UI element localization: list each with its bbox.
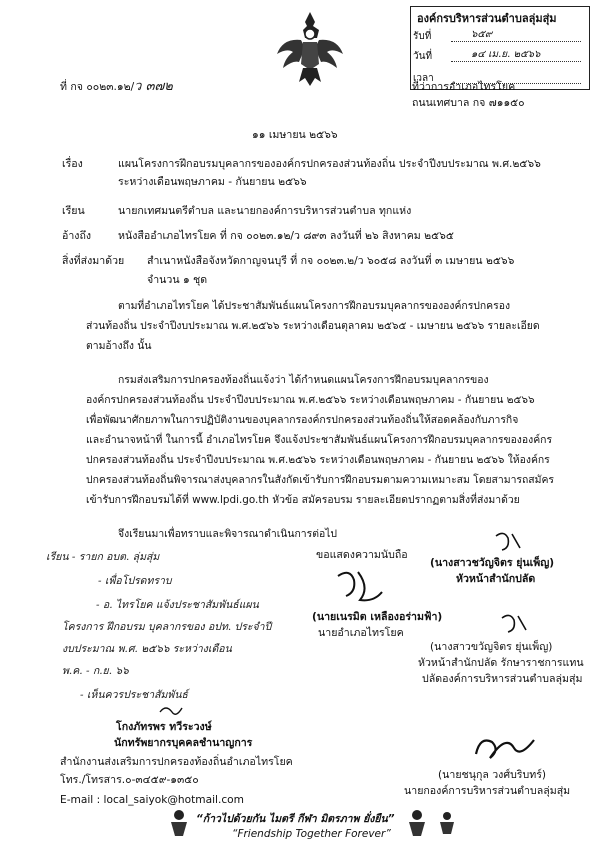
- body-p2-line: และอำนาจหน้าที่ ในการนี้ อำเภอไทรโยค จึงแจ้งประชาสัมพันธ์แผนโครงการฝึกอบรมบุคลากรขององค์กร: [86, 434, 553, 446]
- body-p1-line: ส่วนท้องถิ่น ประจำปีงบประมาณ พ.ศ.๒๕๖๖ ระหว่างเดือนตุลาคม ๒๕๖๕ - เมษายน ๒๕๖๖ รายละเอียด: [86, 320, 540, 332]
- signer-2-title: หัวหน้าสำนักปลัด: [456, 573, 536, 585]
- handwritten-note-line: - เพื่อโปรดทราบ: [98, 575, 172, 587]
- signer-1-name: (นายเนรมิต เหลืองอร่ามฟ้า): [312, 611, 443, 623]
- document-date: ๑๑ เมษายน ๒๕๖๖: [252, 129, 338, 141]
- footer-slogan-english: “Friendship Together Forever”: [232, 828, 391, 840]
- handwritten-note-line: เรียน - รายก อบต. ลุ่มสุ่ม: [46, 551, 160, 563]
- sport-mascot-icon: [166, 808, 192, 842]
- handwritten-note-line: โครงการ ฝึกอบรม บุคลากรของ อปท. ประจำปี: [62, 621, 272, 633]
- sport-mascot-icon: [404, 808, 430, 842]
- footer-office: สำนักงานส่งเสริมการปกครองท้องถิ่นอำเภอไทรโยค: [60, 756, 293, 768]
- footer-phone: โทร./โทรสาร.๐-๓๔๕๙-๑๓๕๐: [60, 774, 199, 786]
- signer-4-name: (นายชนุกุล วงศ์บริบทร์): [438, 769, 547, 781]
- body-p2-line: เข้ารับการฝึกอบรมได้ที่ www.lpdi.go.th หัวข้อ สมัครอบรม รายละเอียดปรากฏตามสิ่งที่ส่งมาด้วย: [86, 494, 520, 506]
- body-p1-line: ตามที่อำเภอไทรโยค ได้ประชาสัมพันธ์แผนโครงการฝึกอบรมบุคลากรขององค์กรปกครอง: [118, 300, 511, 312]
- signer-5-title: นักทรัพยากรบุคคลชำนาญการ: [114, 737, 253, 749]
- body-p2-line: เพื่อพัฒนาศักยภาพในการปฏิบัติงานของบุคลากรองค์กรปกครองส่วนท้องถิ่นให้สอดคล้องกับภารกิจ: [86, 414, 519, 426]
- enclosure-text: สำเนาหนังสือจังหวัดกาญจนบุรี ที่ กจ ๐๐๒๓.๒/ว ๖๐๕๘ ลงวันที่ ๓ เมษายน ๒๕๖๖: [147, 255, 515, 267]
- signer-1-title: นายอำเภอไทรโยค: [318, 627, 404, 639]
- document-number: [60, 80, 173, 94]
- sport-mascot-icon: [436, 810, 458, 840]
- signature-scribble-icon: [330, 562, 390, 614]
- signer-4-title: นายกองค์การบริหารส่วนตำบลลุ่มสุ่ม: [404, 785, 571, 797]
- signer-3-title-1: หัวหน้าสำนักปลัด รักษาราชการแทน: [418, 657, 584, 669]
- body-p2-line: องค์กรปกครองส่วนท้องถิ่น ประจำปีงบประมาณ พ.ศ.๒๕๖๖ ระหว่างเดือนพฤษภาคม - กันยายน ๒๕๖๖: [86, 394, 535, 406]
- receiving-stamp: [410, 6, 590, 90]
- subject-line-2: ระหว่างเดือนพฤษภาคม - กันยายน ๒๕๖๖: [118, 176, 307, 188]
- signature-scribble-icon: [496, 610, 532, 642]
- respect-line: ขอแสดงความนับถือ: [316, 549, 408, 561]
- signature-scribble-icon: [470, 730, 540, 770]
- office-address-line-1: ที่ว่าการอำเภอไทรโยค: [412, 81, 516, 93]
- signer-3-name: (นางสาวขวัญจิตร ยุ่นเพ็ญ): [430, 641, 553, 653]
- handwritten-note-line: งบประมาณ พ.ศ. ๒๕๖๖ ระหว่างเดือน: [62, 643, 232, 655]
- handwritten-note-line: พ.ค. - ก.ย. ๖๖: [62, 665, 129, 677]
- closing-line: จึงเรียนมาเพื่อทราบและพิจารณาดำเนินการต่อไป: [118, 528, 337, 540]
- stamp-title: องค์กรบริหารส่วนตำบลลุ่มสุ่ม: [417, 12, 557, 25]
- garuda-emblem-icon: [275, 8, 345, 92]
- to-text: นายกเทศมนตรีตำบล และนายกองค์การบริหารส่วนตำบล ทุกแห่ง: [118, 205, 412, 217]
- subject-line-1: แผนโครงการฝึกอบรมบุคลากรขององค์กรปกครองส่วนท้องถิ่น ประจำปีงบประมาณ พ.ศ.๒๕๖๖: [118, 158, 541, 170]
- stamp-label: เวลา: [413, 73, 434, 84]
- to-label: เรียน: [62, 205, 85, 217]
- stamp-row-received: [413, 29, 431, 44]
- footer-email: E-mail : local_saiyok@hotmail.com: [60, 794, 244, 806]
- body-p2-line: ปกครองส่วนท้องถิ่น ประจำปีงบประมาณ พ.ศ.๒๕๖๖ ระหว่างเดือนพฤษภาคม - กันยายน ๒๕๖๖ ให้องค์กร: [86, 454, 550, 466]
- enclosure-quantity: จำนวน ๑ ชุด: [147, 274, 208, 286]
- document-number-prefix: ที่ กจ ๐๐๒๓.๑๒/: [60, 81, 135, 93]
- reference-label: อ้างถึง: [62, 230, 92, 242]
- signer-5-name: โกงภัทรพร ทวีระวงษ์: [116, 721, 212, 733]
- document-number-handwritten: ว ๓๗๒: [134, 79, 173, 94]
- body-p2-line: ปกครองส่วนท้องถิ่นพิจารณาส่งบุคลากรในสังกัดเข้ารับการฝึกอบรมตามความเหมาะสม โดยสามารถสมัคร: [86, 474, 555, 486]
- stamp-value: ๑๔ เม.ย. ๒๕๖๖: [471, 49, 541, 60]
- stamp-label: รับที่: [413, 31, 432, 42]
- reference-text: หนังสืออำเภอไทรโยค ที่ กจ ๐๐๒๓.๑๒/ว ๘๙๓ ลงวันที่ ๒๖ สิงหาคม ๒๕๖๕: [118, 230, 454, 242]
- handwritten-note-line: - อ. ไทรโยค แจ้งประชาสัมพันธ์แผน: [96, 599, 259, 611]
- stamp-label: วันที่: [413, 51, 433, 62]
- stamp-value: ๖๕๙: [471, 29, 493, 40]
- footer-slogan-thai: “ก้าวไปด้วยกัน ไมตรี กีฬา มิตรภาพ ยั่งยืน”: [196, 813, 395, 825]
- enclosure-label: สิ่งที่ส่งมาด้วย: [62, 255, 125, 267]
- signer-2-name: (นางสาวชวัญจิตร ยุ่นเพ็ญ): [430, 557, 555, 569]
- signer-3-title-2: ปลัดองค์การบริหารส่วนตำบลลุ่มสุ่ม: [422, 673, 583, 685]
- stamp-row-date: [413, 49, 432, 64]
- office-address-line-2: ถนนเทศบาล กจ ๗๑๑๕๐: [412, 97, 525, 109]
- subject-label: เรื่อง: [62, 158, 83, 170]
- handwritten-note-line: - เห็นควรประชาสัมพันธ์: [80, 689, 188, 701]
- body-p1-line: ตามอ้างถึง นั้น: [86, 340, 152, 352]
- body-p2-line: กรมส่งเสริมการปกครองท้องถิ่นแจ้งว่า ได้กำหนดแผนโครงการฝึกอบรมบุคลากรของ: [118, 374, 489, 386]
